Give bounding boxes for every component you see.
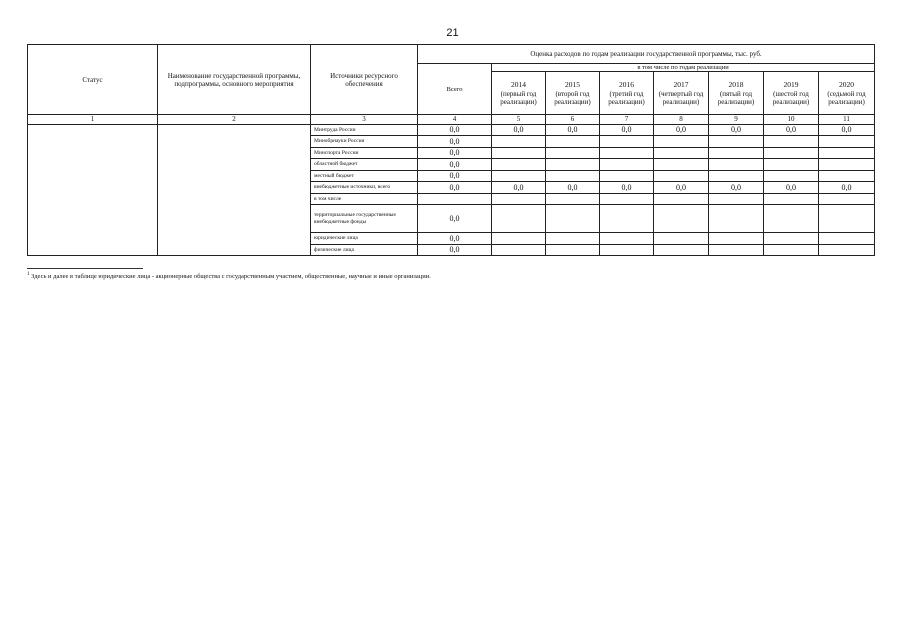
source-cell: Минспорта России xyxy=(311,147,418,159)
year-value-cell xyxy=(546,193,600,205)
source-cell: юридические лица xyxy=(311,233,418,245)
year-value-cell xyxy=(709,233,764,245)
year-value-cell xyxy=(492,170,546,182)
year-value-cell xyxy=(546,159,600,171)
header-sources: Источники ресурсного обеспечения xyxy=(311,45,418,115)
total-cell: 0,0 xyxy=(418,244,492,256)
year-label: 2020 xyxy=(839,80,855,90)
year-value-cell: 0,0 xyxy=(546,124,600,136)
year-value-cell xyxy=(600,159,654,171)
status-cell xyxy=(28,124,158,256)
total-cell: 0,0 xyxy=(418,147,492,159)
year-note: (второй год реализации) xyxy=(554,89,591,106)
year-value-cell xyxy=(492,147,546,159)
total-cell: 0,0 xyxy=(418,205,492,233)
source-cell: Минобрнауки России xyxy=(311,136,418,148)
year-value-cell xyxy=(764,159,819,171)
header-by-years: в том числе по годам реализации xyxy=(492,64,875,72)
year-value-cell xyxy=(546,136,600,148)
year-label: 2016 xyxy=(619,80,634,90)
year-note: (пятый год реализации) xyxy=(717,89,755,106)
year-value-cell: 0,0 xyxy=(764,182,819,194)
year-value-cell xyxy=(492,193,546,205)
footnote xyxy=(27,272,487,282)
year-value-cell xyxy=(764,244,819,256)
year-value-cell: 0,0 xyxy=(819,182,875,194)
year-label: 2015 xyxy=(565,80,580,90)
year-value-cell xyxy=(819,193,875,205)
column-number: 1 xyxy=(28,115,158,124)
year-value-cell xyxy=(600,205,654,233)
year-value-cell: 0,0 xyxy=(492,124,546,136)
column-number: 9 xyxy=(709,115,764,124)
year-label: 2018 xyxy=(728,80,744,90)
year-value-cell xyxy=(654,244,709,256)
year-value-cell xyxy=(764,136,819,148)
year-value-cell xyxy=(709,136,764,148)
source-cell: Минтруда России xyxy=(311,124,418,136)
year-value-cell xyxy=(654,147,709,159)
footnote-divider xyxy=(27,268,143,269)
header-estimate: Оценка расходов по годам реализации государственной программы, тыс. руб. xyxy=(418,45,875,64)
year-value-cell xyxy=(709,205,764,233)
year-value-cell xyxy=(764,205,819,233)
year-value-cell xyxy=(546,205,600,233)
year-value-cell: 0,0 xyxy=(654,182,709,194)
header-year-2018 xyxy=(709,72,764,115)
footnote-mark: 1 xyxy=(27,272,30,277)
year-note: (шестой год реализации) xyxy=(772,89,810,106)
year-value-cell xyxy=(546,170,600,182)
year-value-cell xyxy=(819,136,875,148)
source-cell: физические лица xyxy=(311,244,418,256)
year-value-cell xyxy=(654,159,709,171)
total-cell: 0,0 xyxy=(418,124,492,136)
year-value-cell xyxy=(546,244,600,256)
year-value-cell xyxy=(709,170,764,182)
header-total: Всего xyxy=(418,64,492,115)
column-number: 2 xyxy=(158,115,311,124)
year-value-cell xyxy=(764,147,819,159)
year-value-cell xyxy=(600,244,654,256)
total-cell: 0,0 xyxy=(418,182,492,194)
year-value-cell xyxy=(546,147,600,159)
resource-table xyxy=(27,44,875,256)
header-year-2015 xyxy=(546,72,600,115)
total-cell: 0,0 xyxy=(418,233,492,245)
year-value-cell xyxy=(600,147,654,159)
year-value-cell xyxy=(819,147,875,159)
year-value-cell: 0,0 xyxy=(709,124,764,136)
source-cell: внебюджетные источники, всего xyxy=(311,182,418,194)
year-note: (третий год реализации) xyxy=(608,89,645,106)
year-label: 2017 xyxy=(673,80,689,90)
year-value-cell xyxy=(654,205,709,233)
year-value-cell xyxy=(600,193,654,205)
column-number: 3 xyxy=(311,115,418,124)
year-value-cell xyxy=(819,244,875,256)
source-cell: территориальные государственные внебюджетные фонды xyxy=(311,205,418,233)
column-number: 5 xyxy=(492,115,546,124)
year-value-cell xyxy=(819,170,875,182)
header-year-2017 xyxy=(654,72,709,115)
year-value-cell: 0,0 xyxy=(546,182,600,194)
header-year-2016 xyxy=(600,72,654,115)
year-value-cell xyxy=(709,244,764,256)
year-value-cell xyxy=(764,193,819,205)
year-value-cell xyxy=(654,193,709,205)
header-name: Наименование государственной программы, подпрограммы, основного мероприятия xyxy=(158,45,311,115)
year-value-cell xyxy=(492,233,546,245)
year-value-cell xyxy=(819,233,875,245)
source-cell: в том числе xyxy=(311,193,418,205)
year-value-cell xyxy=(819,159,875,171)
year-note: (четвертый год реализации) xyxy=(658,89,704,106)
year-value-cell xyxy=(819,205,875,233)
header-year-2014 xyxy=(492,72,546,115)
year-value-cell xyxy=(764,170,819,182)
year-value-cell: 0,0 xyxy=(600,124,654,136)
year-value-cell xyxy=(764,233,819,245)
table-row xyxy=(28,124,875,136)
year-value-cell: 0,0 xyxy=(600,182,654,194)
year-value-cell xyxy=(654,136,709,148)
column-number: 6 xyxy=(546,115,600,124)
year-label: 2014 xyxy=(511,80,526,90)
header-year-2020 xyxy=(819,72,875,115)
year-value-cell: 0,0 xyxy=(819,124,875,136)
column-number: 7 xyxy=(600,115,654,124)
column-number: 8 xyxy=(654,115,709,124)
total-cell: 0,0 xyxy=(418,159,492,171)
column-number: 11 xyxy=(819,115,875,124)
year-value-cell xyxy=(709,193,764,205)
column-number: 10 xyxy=(764,115,819,124)
page-number: 21 xyxy=(446,27,459,39)
total-cell: 0,0 xyxy=(418,170,492,182)
year-label: 2019 xyxy=(783,80,799,90)
year-value-cell xyxy=(492,244,546,256)
column-number: 4 xyxy=(418,115,492,124)
year-value-cell xyxy=(654,170,709,182)
total-cell: 0,0 xyxy=(418,136,492,148)
total-cell xyxy=(418,193,492,205)
year-note: (первый год реализации) xyxy=(500,89,537,106)
year-note: (седьмой год реализации) xyxy=(827,89,866,106)
year-value-cell xyxy=(600,170,654,182)
year-value-cell xyxy=(492,136,546,148)
program-name-cell xyxy=(158,124,311,256)
year-value-cell xyxy=(492,205,546,233)
year-value-cell xyxy=(492,159,546,171)
source-cell: местный бюджет xyxy=(311,170,418,182)
year-value-cell xyxy=(709,159,764,171)
header-year-2019 xyxy=(764,72,819,115)
year-value-cell xyxy=(709,147,764,159)
year-value-cell: 0,0 xyxy=(492,182,546,194)
year-value-cell: 0,0 xyxy=(709,182,764,194)
year-value-cell xyxy=(600,136,654,148)
header-status: Статус xyxy=(28,45,158,115)
year-value-cell xyxy=(654,233,709,245)
year-value-cell xyxy=(546,233,600,245)
footnote-text: Здесь и далее в таблице юридические лица - акционерные общества с государственным участием, общественные, научные и иные организации. xyxy=(31,273,431,281)
year-value-cell: 0,0 xyxy=(654,124,709,136)
source-cell: областной бюджет xyxy=(311,159,418,171)
year-value-cell: 0,0 xyxy=(764,124,819,136)
year-value-cell xyxy=(600,233,654,245)
